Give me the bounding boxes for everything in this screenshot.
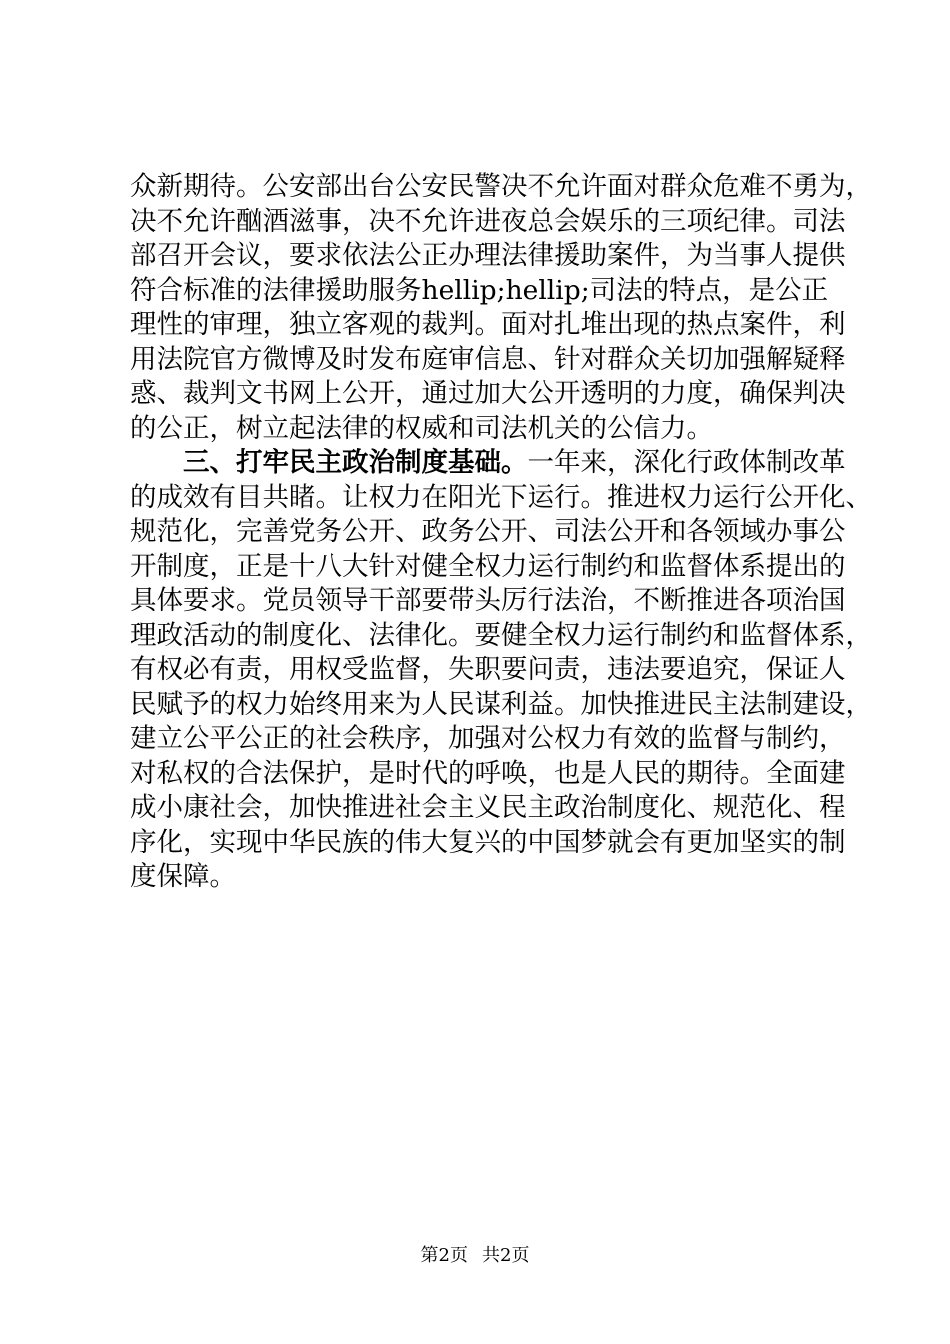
page-number: 第2页 (420, 1245, 468, 1266)
paragraph-2-line-9: 建立公平公正的社会秩序，加强对公权力有效的监督与制约， (130, 723, 846, 754)
paragraph-2-line-2: 的成效有目共睹。让权力在阳光下运行。推进权力运行公开化、 (130, 481, 872, 513)
paragraph-2-line-1 (130, 446, 846, 481)
paragraph-1-line-7: 惑、裁判文书网上公开，通过加大公开透明的力度，确保判决 (130, 378, 846, 409)
paragraph-2-line-1-rest: 一年来，深化行政体制改革 (527, 447, 846, 478)
paragraph-1-line-3: 部召开会议，要求依法公正办理法律援助案件，为当事人提供 (130, 240, 846, 271)
section-heading: 三、打牢民主政治制度基础。 (183, 447, 528, 478)
paragraph-2-line-11: 成小康社会，加快推进社会主义民主政治制度化、规范化、程 (130, 792, 846, 823)
page-total: 共2页 (482, 1245, 530, 1266)
paragraph-2-line-12: 序化，实现中华民族的伟大复兴的中国梦就会有更加坚实的制 (130, 826, 846, 858)
paragraph-1-line-4: 符合标准的法律援助服务hellip;hellip;司法的特点，是公正 (130, 274, 829, 306)
paragraph-1-line-6: 用法院官方微博及时发布庭审信息、针对群众关切加强解疑释 (130, 343, 846, 375)
paragraph-2-line-3: 规范化，完善党务公开、政务公开、司法公开和各领域办事公 (130, 516, 846, 547)
page-footer (0, 1244, 950, 1268)
paragraph-2-line-6: 理政活动的制度化、法律化。要健全权力运行制约和监督体系， (130, 619, 872, 651)
paragraph-1-line-5: 理性的审理，独立客观的裁判。面对扎堆出现的热点案件，利 (130, 309, 846, 340)
paragraph-2-line-5: 具体要求。党员领导干部要带头厉行法治，不断推进各项治国 (130, 585, 846, 616)
paragraph-1-line-1: 众新期待。公安部出台公安民警决不允许面对群众危难不勇为， (130, 171, 872, 202)
paragraph-1-line-8: 的公正，树立起法律的权威和司法机关的公信力。 (130, 412, 713, 444)
paragraph-2-line-10: 对私权的合法保护，是时代的呼唤，也是人民的期待。全面建 (130, 757, 846, 789)
paragraph-2-line-13: 度保障。 (130, 861, 236, 892)
paragraph-2-line-7: 有权必有责，用权受监督，失职要问责，违法要追究，保证人 (130, 654, 846, 685)
paragraph-2-line-8: 民赋予的权力始终用来为人民谋利益。加快推进民主法制建设， (130, 688, 872, 720)
paragraph-1-line-2: 决不允许酗酒滋事，决不允许进夜总会娱乐的三项纪律。司法 (130, 205, 846, 237)
document-body (130, 170, 872, 895)
paragraph-2-line-4: 开制度，正是十八大针对健全权力运行制约和监督体系提出的 (130, 550, 846, 582)
